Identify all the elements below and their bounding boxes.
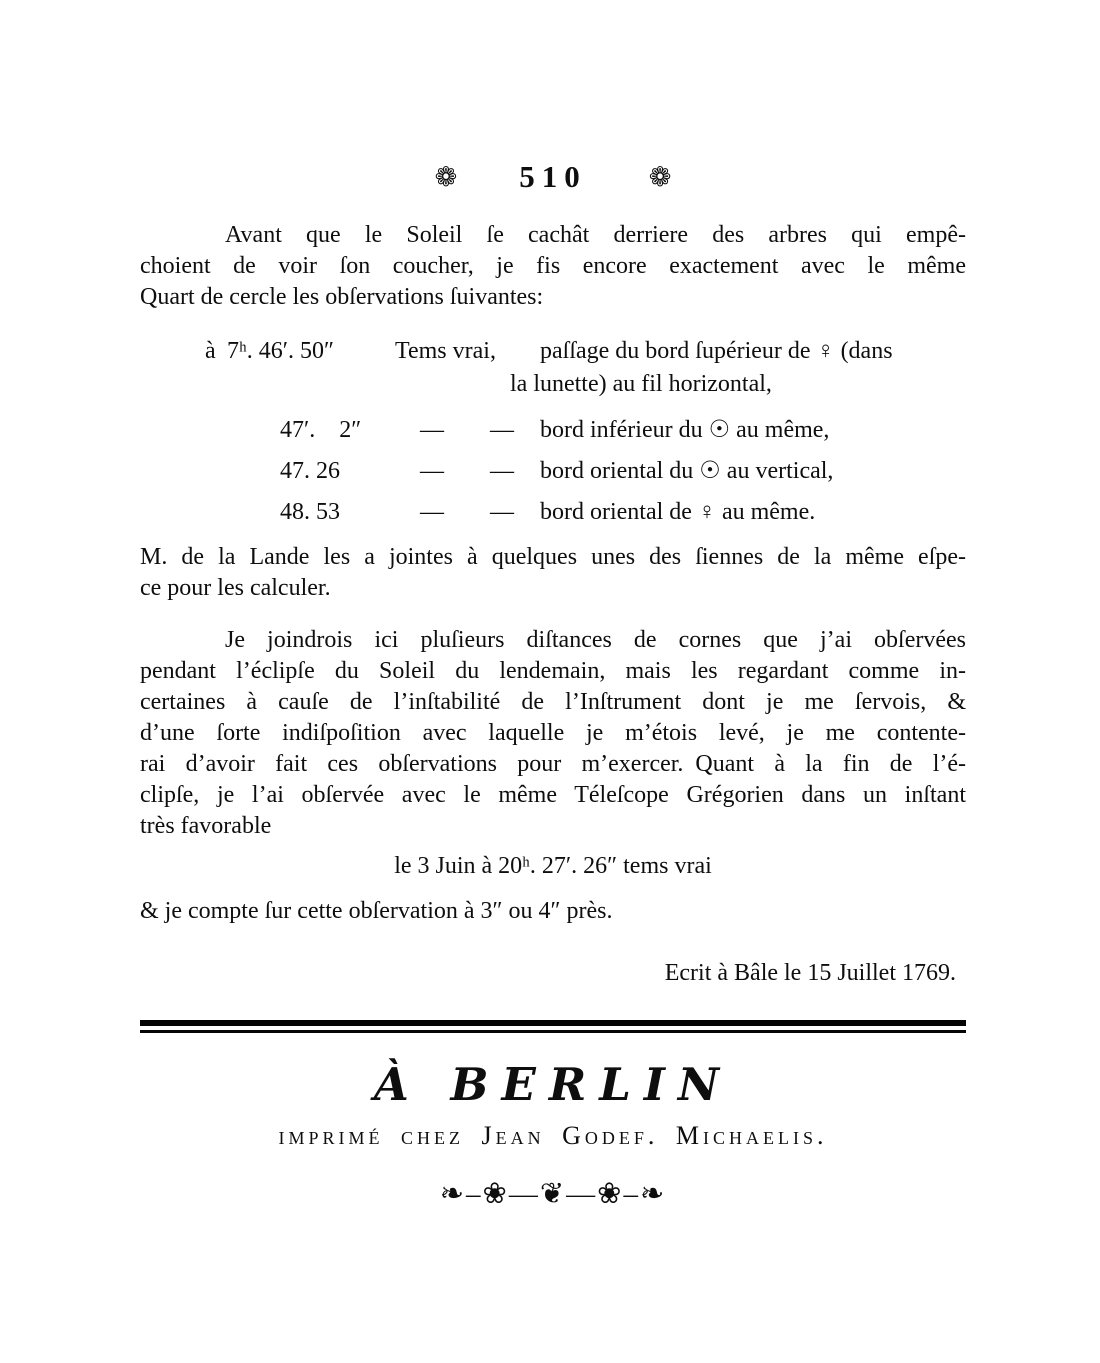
ditto-dash: — [420,417,444,443]
observation-description: bord oriental de ♀ au même. [540,499,816,525]
paragraph-line: rai d’avoir fait ces obſervations pour m’exercer. Quant à la fin de l’é- [140,751,966,777]
observation-row [280,492,966,533]
paragraph-eclipse [140,625,966,842]
observation-row [280,451,966,492]
paragraph-line: clipſe, je l’ai obſervée avec le même Téleſcope Grégorien dans un inſtant [140,782,966,808]
observation-row [280,410,966,451]
ditto-dash: — [490,417,514,443]
observation-rows [280,410,966,533]
rosette-ornament-right-icon: ❁ [648,161,672,192]
paragraph-line: Avant que le Soleil ſe cachât derriere des arbres qui empê- [225,222,966,248]
observation-first-row-line2: la lunette) au fil horizontal, [510,371,772,397]
observation-prefix: à [205,338,216,364]
paragraph-line: d’une ſorte indiſpoſition avec laquelle je m’étois levé, je me contente- [140,720,966,746]
paragraph-line: Quart de cercle les obſervations ſuivantes: [140,284,544,310]
running-head [140,158,966,196]
observation-first-row [140,335,966,401]
colophon-place: À BERLIN [373,1058,733,1111]
paragraph-intro [140,220,966,313]
paragraph-line: très favorable [140,813,272,839]
observation-description: bord inférieur du ☉ au même, [540,417,830,443]
text-column [140,0,966,1211]
observation-time: 47′. 2″ [280,417,362,443]
colophon-imprint: imprimé chez Jean Godef. Michaelis. [278,1121,828,1150]
observation-first-row-line1 [205,335,966,368]
observations-block [140,335,966,533]
observation-time: 48. 53 [280,499,340,525]
paragraph-line: pendant l’éclipſe du Soleil du lendemain, mais les regardant comme in- [140,658,966,684]
closing-line: & je compte ſur cette obſervation à 3″ ou 4″ près. [140,898,613,924]
paragraph-line: M. de la Lande les a jointes à quelques unes des ſiennes de la même eſpe- [140,544,966,570]
ditto-dash: — [490,458,514,484]
paragraph-line: choient de voir ſon coucher, je fis encore exactement avec le même [140,253,966,279]
observation-time: 47. 26 [280,458,340,484]
paragraph-line: ce pour les calculer. [140,575,331,601]
tailpiece-ornament-icon: ❧–❀—❦—❀–❧ [439,1178,667,1210]
paragraph-line: Je joindrois ici pluſieurs diſtances de cornes que j’ai obſervées [225,627,966,653]
rosette-ornament-left-icon: ❁ [434,161,458,192]
timestamp-line: le 3 Juin à 20ʰ. 27′. 26″ tems vrai [394,853,712,879]
paragraph-line: certaines à cauſe de l’inſtabilité de l’Inſtrument dont je me ſervois, & [140,689,966,715]
observation-description: bord oriental du ☉ au vertical, [540,458,834,484]
ditto-dash: — [490,499,514,525]
observation-time: 7ʰ. 46′. 50″ [227,338,334,364]
page-number: 510 [519,159,587,194]
signature-line: Ecrit à Bâle le 15 Juillet 1769. [664,960,956,986]
paragraph-lalande [140,542,966,604]
observation-label: Tems vrai, [395,338,496,364]
double-rule-separator [140,1020,966,1033]
ditto-dash: — [420,458,444,484]
observation-description: paſſage du bord ſupérieur de ♀ (dans [540,338,893,364]
ditto-dash: — [420,499,444,525]
